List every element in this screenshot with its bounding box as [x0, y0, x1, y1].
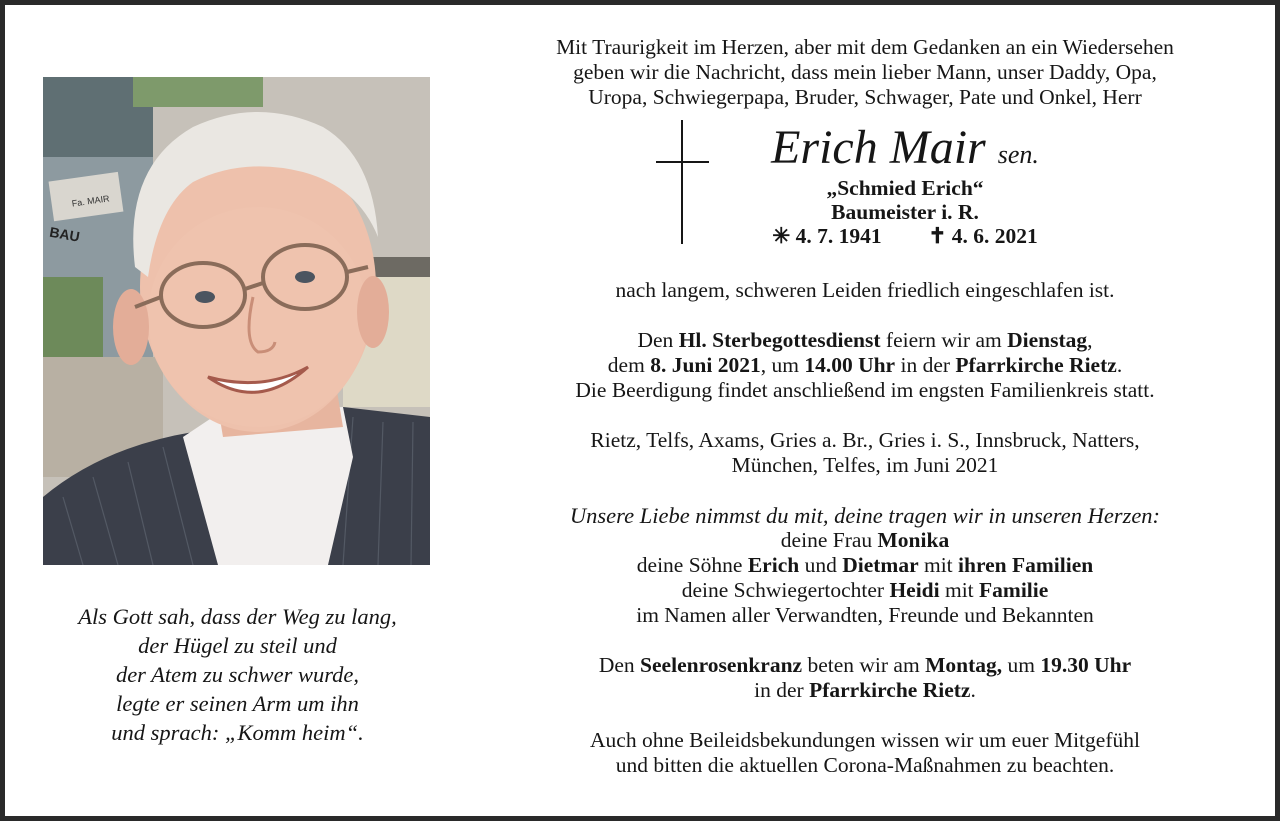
family-name: Heidi	[889, 578, 940, 602]
family-paragraph	[475, 503, 1255, 628]
text: ,	[1087, 328, 1093, 352]
rosary-paragraph	[475, 653, 1255, 703]
poem-line: der Atem zu schwer wurde,	[115, 662, 360, 687]
text: .	[1116, 353, 1123, 377]
text: beten wir am	[802, 653, 926, 677]
text: feiern wir am	[880, 328, 1008, 352]
family-name: Monika	[877, 528, 950, 552]
text: und	[799, 553, 843, 577]
deceased-name-suffix: sen.	[997, 140, 1039, 169]
rosary-day: Montag,	[925, 653, 1003, 677]
rosary-time: 19.30 Uhr	[1040, 653, 1132, 677]
service-date: 8. Juni 2021	[650, 353, 761, 377]
poem-line: Als Gott sah, dass der Weg zu lang,	[78, 604, 397, 629]
family-name: ihren Familien	[958, 553, 1094, 577]
rosary-line	[475, 653, 1255, 678]
poem	[35, 602, 440, 747]
intro-line: Mit Traurigkeit im Herzen, aber mit dem Gedanken an ein Wiedersehen	[556, 35, 1174, 59]
sign-letters: BAU	[48, 223, 82, 245]
text: deine Schwiegertochter	[681, 578, 890, 602]
obituary-text	[475, 35, 1255, 778]
family-name: Erich	[747, 553, 800, 577]
text: mit	[918, 553, 959, 577]
service-line	[475, 328, 1255, 353]
text: deine Frau	[780, 528, 878, 552]
places-line: München, Telfes, im Juni 2021	[731, 453, 999, 477]
poem-line: und sprach: „Komm heim“.	[111, 720, 364, 745]
family-line	[475, 528, 1255, 553]
text: deine Söhne	[636, 553, 748, 577]
family-name: Familie	[979, 578, 1049, 602]
name-block	[475, 120, 1255, 248]
places-paragraph	[475, 428, 1255, 478]
service-day: Dienstag	[1007, 328, 1088, 352]
text: mit	[939, 578, 980, 602]
poem-line: der Hügel zu steil und	[138, 633, 337, 658]
service-church: Pfarrkirche Rietz	[955, 353, 1117, 377]
service-line	[475, 353, 1255, 378]
closing-line: Auch ohne Beileidsbekundungen wissen wir um euer Mitgefühl	[590, 728, 1140, 752]
cross-icon	[681, 120, 683, 244]
intro-line: geben wir die Nachricht, dass mein lieber Mann, unser Daddy, Opa,	[573, 60, 1157, 84]
rosary-church: Pfarrkirche Rietz	[809, 678, 971, 702]
service-name: Hl. Sterbegottesdienst	[678, 328, 881, 352]
text: dem	[607, 353, 651, 377]
death-date: 4. 6. 2021	[951, 224, 1038, 248]
places-line: Rietz, Telfs, Axams, Gries a. Br., Gries i. S., Innsbruck, Natters,	[590, 428, 1140, 452]
service-paragraph	[475, 328, 1255, 403]
burial-line: Die Beerdigung findet anschließend im engsten Familienkreis statt.	[575, 378, 1155, 402]
passed-line: nach langem, schweren Leiden friedlich eingeschlafen ist.	[615, 278, 1115, 302]
family-line	[475, 553, 1255, 578]
portrait-illustration	[43, 77, 430, 565]
text: in der	[754, 678, 810, 702]
family-name: Dietmar	[842, 553, 919, 577]
cross-icon-bar	[656, 161, 709, 163]
deceased-nickname: „Schmied Erich“	[826, 176, 984, 200]
sign-text: Fa. MAIR	[71, 193, 111, 209]
text: Den	[637, 328, 679, 352]
intro-paragraph	[475, 35, 1255, 110]
portrait-photo	[43, 77, 430, 565]
intro-line: Uropa, Schwiegerpapa, Bruder, Schwager, Pate und Onkel, Herr	[588, 85, 1142, 109]
family-line: im Namen aller Verwandten, Freunde und Bekannten	[636, 603, 1094, 627]
birth-date: 4. 7. 1941	[795, 224, 882, 248]
text: , um	[760, 353, 805, 377]
life-dates	[715, 224, 1095, 248]
text: in der	[895, 353, 956, 377]
rosary-name: Seelenrosenkranz	[640, 653, 803, 677]
family-heading: Unsere Liebe nimmst du mit, deine tragen wir in unseren Herzen:	[569, 503, 1161, 528]
death-cross-icon: ✝	[928, 224, 947, 248]
family-line	[475, 578, 1255, 603]
text: um	[1002, 653, 1041, 677]
service-time: 14.00 Uhr	[804, 353, 896, 377]
deceased-title: Baumeister i. R.	[831, 200, 979, 224]
closing-line: und bitten die aktuellen Corona-Maßnahmen zu beachten.	[615, 753, 1115, 777]
deceased-name	[715, 120, 1095, 183]
birth-star-icon: ✳	[772, 224, 791, 248]
deceased-name-text: Erich Mair	[771, 121, 986, 174]
text: .	[970, 678, 976, 702]
rosary-line	[475, 678, 1255, 703]
closing-paragraph	[475, 728, 1255, 778]
text: Den	[598, 653, 641, 677]
poem-line: legte er seinen Arm um ihn	[116, 691, 359, 716]
